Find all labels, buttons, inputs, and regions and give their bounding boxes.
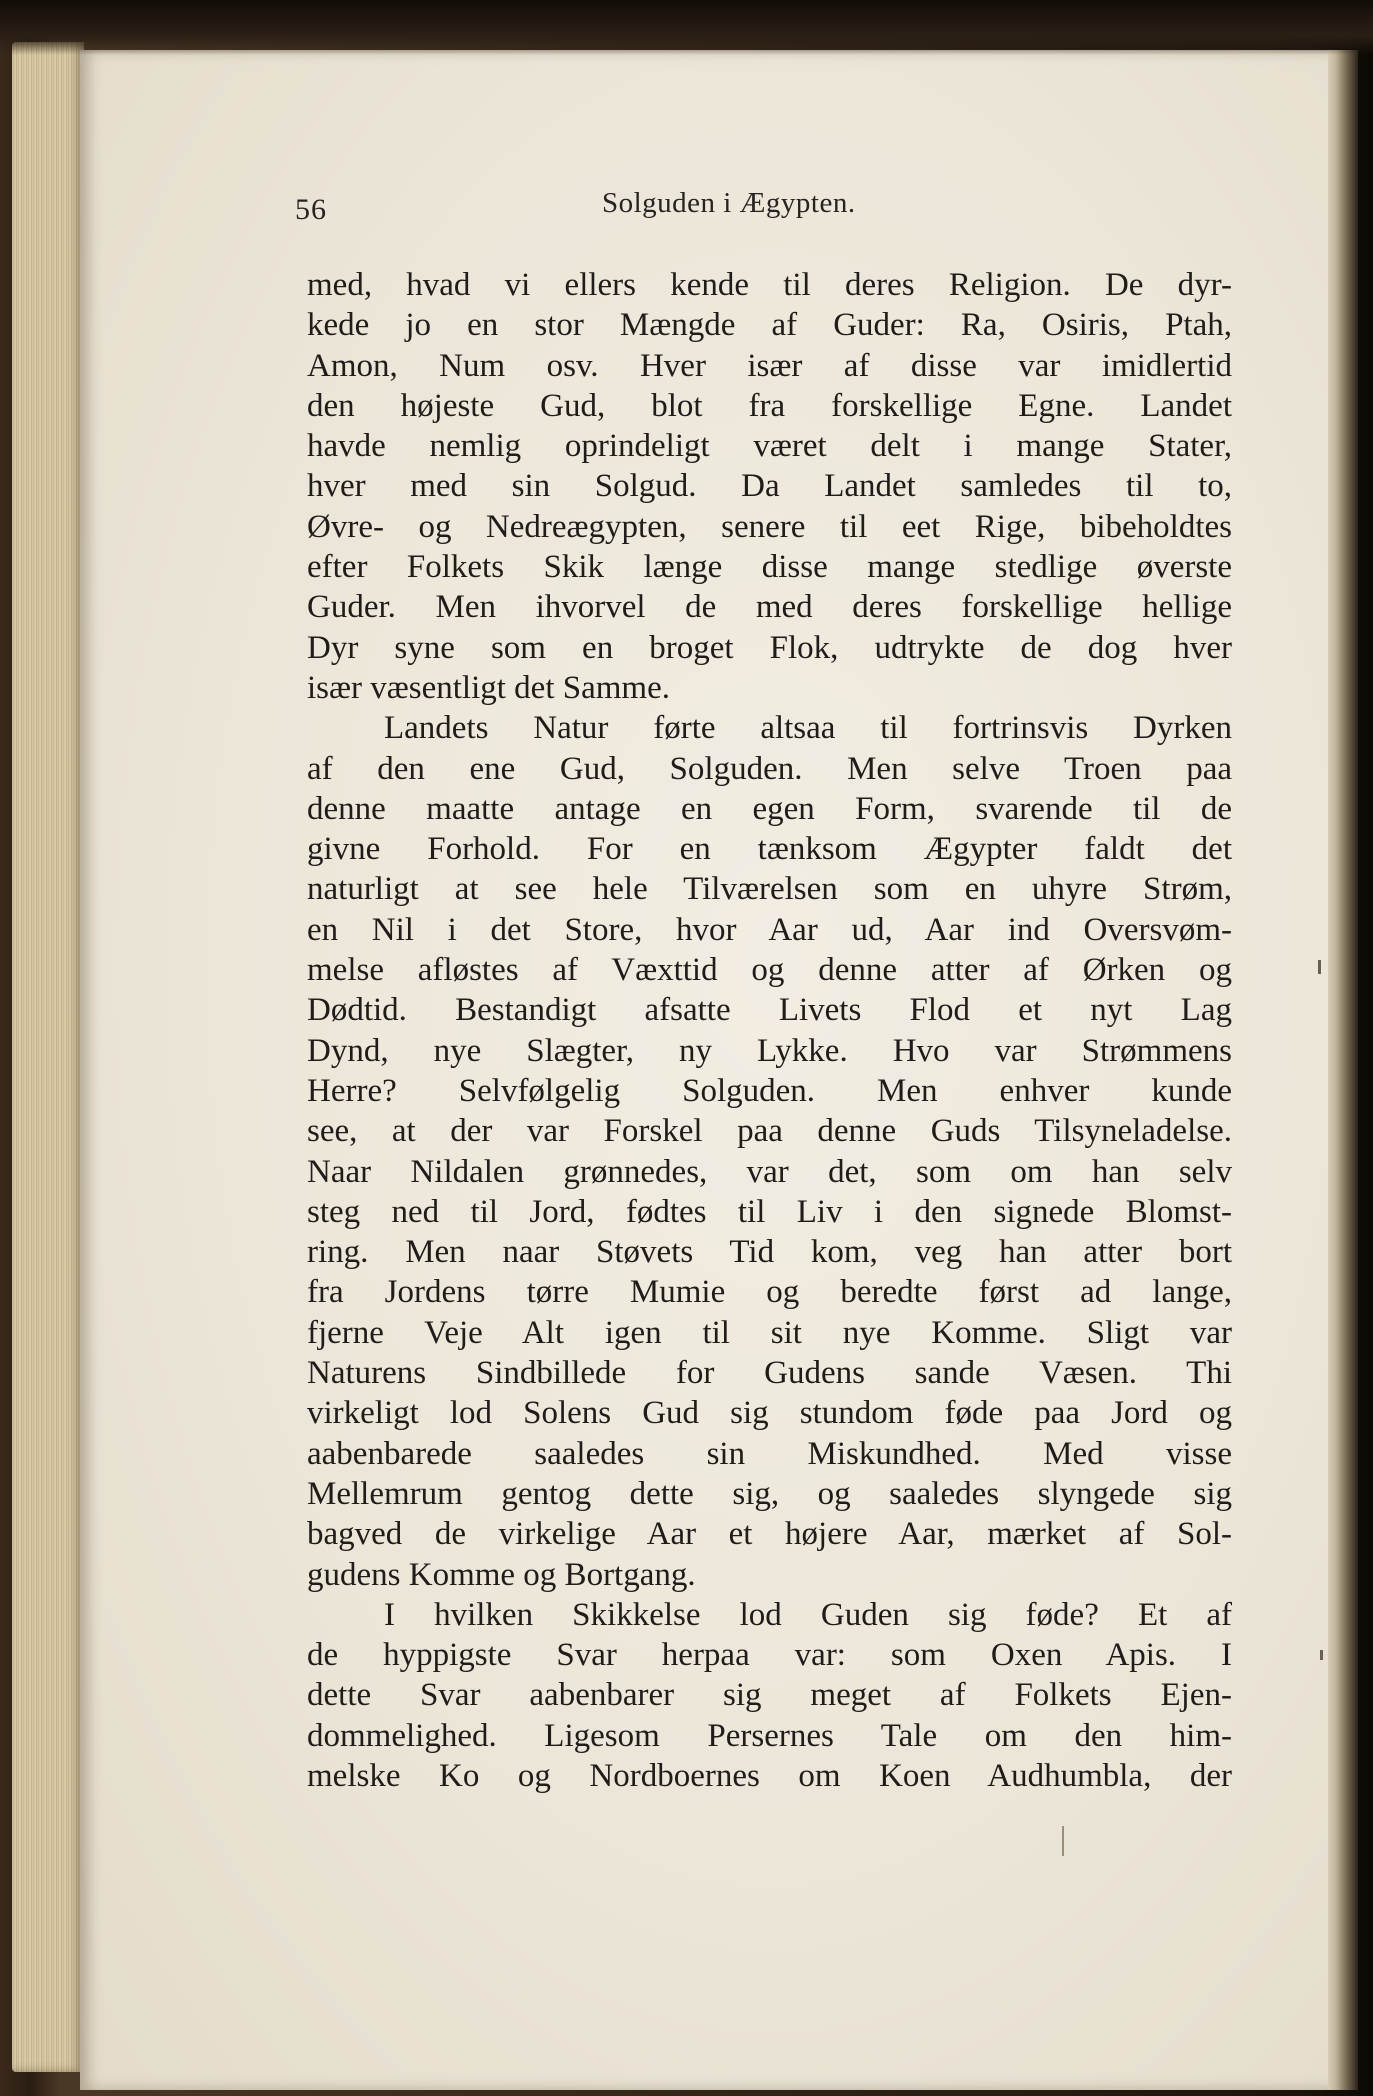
text-line: dommelighed. Ligesom Persernes Tale om den him- [307, 1717, 1232, 1754]
running-header [295, 185, 1045, 225]
text-line: gudens Komme og Bortgang. [307, 1556, 696, 1593]
text-line: fjerne Veje Alt igen til sit nye Komme. Sligt var [307, 1314, 1232, 1351]
text-line: Naturens Sindbillede for Gudens sande Væsen. Thi [307, 1355, 1232, 1392]
text-line: I hvilken Skikkelse lod Guden sig føde? Et af [384, 1596, 1232, 1633]
text-line: kede jo en stor Mængde af Guder: Ra, Osiris, Ptah, [307, 307, 1232, 344]
page-number: 56 [295, 193, 327, 226]
text-line: Øvre- og Nedreægypten, senere til eet Rige, bibeholdtes [307, 508, 1232, 545]
text-line: Herre? Selvfølgelig Solguden. Men enhver kunde [307, 1072, 1232, 1109]
text-line: hver med sin Solgud. Da Landet samledes til to, [307, 468, 1232, 505]
text-line: steg ned til Jord, fødtes til Liv i den signede Blomst- [307, 1193, 1232, 1230]
text-line: Landets Natur førte altsaa til fortrinsvis Dyrken [384, 710, 1232, 747]
text-line: en Nil i det Store, hvor Aar ud, Aar ind Oversvøm- [307, 911, 1232, 948]
text-line: Guder. Men ihvorvel de med deres forskellige hellige [307, 589, 1232, 626]
text-line: aabenbarede saaledes sin Miskundhed. Med visse [307, 1435, 1232, 1472]
text-line: Dødtid. Bestandigt afsatte Livets Flod et nyt Lag [307, 992, 1232, 1029]
text-line: især væsentligt det Samme. [307, 669, 670, 706]
text-line: Amon, Num osv. Hver især af disse var imidlertid [307, 347, 1232, 384]
text-line: dette Svar aabenbarer sig meget af Folkets Ejen- [307, 1677, 1232, 1714]
text-line: ring. Men naar Støvets Tid kom, veg han atter bort [307, 1234, 1232, 1271]
margin-mark [1318, 960, 1321, 974]
text-line: virkeligt lod Solens Gud sig stundom føde paa Jord og [307, 1395, 1232, 1432]
text-line: naturligt at see hele Tilværelsen som en uhyre Strøm, [307, 871, 1232, 908]
page-edges-left [12, 42, 84, 2072]
text-line: fra Jordens tørre Mumie og beredte først ad lange, [307, 1274, 1232, 1311]
text-line: efter Folkets Skik længe disse mange stedlige øverste [307, 549, 1232, 586]
text-line: melse afløstes af Væxttid og denne atter af Ørken og [307, 952, 1232, 989]
text-line: Naar Nildalen grønnedes, var det, som om han selv [307, 1153, 1232, 1190]
text-line: havde nemlig oprindeligt været delt i mange Stater, [307, 428, 1232, 465]
text-line: see, at der var Forskel paa denne Guds Tilsyneladelse. [307, 1113, 1232, 1150]
body-text [307, 265, 1232, 1796]
margin-mark [1320, 1650, 1323, 1660]
text-line: melske Ko og Nordboernes om Koen Audhumbla, der [307, 1757, 1232, 1794]
text-line: af den ene Gud, Solguden. Men selve Troen paa [307, 750, 1232, 787]
text-line: Mellemrum gentog dette sig, og saaledes slyngede sig [307, 1475, 1232, 1512]
page-edge-right [1328, 50, 1358, 2090]
top-shadow [0, 0, 1373, 55]
text-line: Dyr syne som en broget Flok, udtrykte de dog hver [307, 629, 1232, 666]
margin-mark [1062, 1826, 1064, 1856]
text-line: med, hvad vi ellers kende til deres Religion. De dyr- [307, 267, 1232, 303]
text-line: Dynd, nye Slægter, ny Lykke. Hvo var Strømmens [307, 1032, 1232, 1069]
text-line: givne Forhold. For en tænksom Ægypter faldt det [307, 831, 1232, 868]
text-line: de hyppigste Svar herpaa var: som Oxen Apis. I [307, 1637, 1232, 1674]
text-line: bagved de virkelige Aar et højere Aar, mærket af Sol- [307, 1516, 1232, 1553]
text-line: den højeste Gud, blot fra forskellige Egne. Landet [307, 387, 1232, 424]
running-title: Solguden i Ægypten. [602, 187, 856, 219]
text-line: denne maatte antage en egen Form, svarende til de [307, 790, 1232, 827]
